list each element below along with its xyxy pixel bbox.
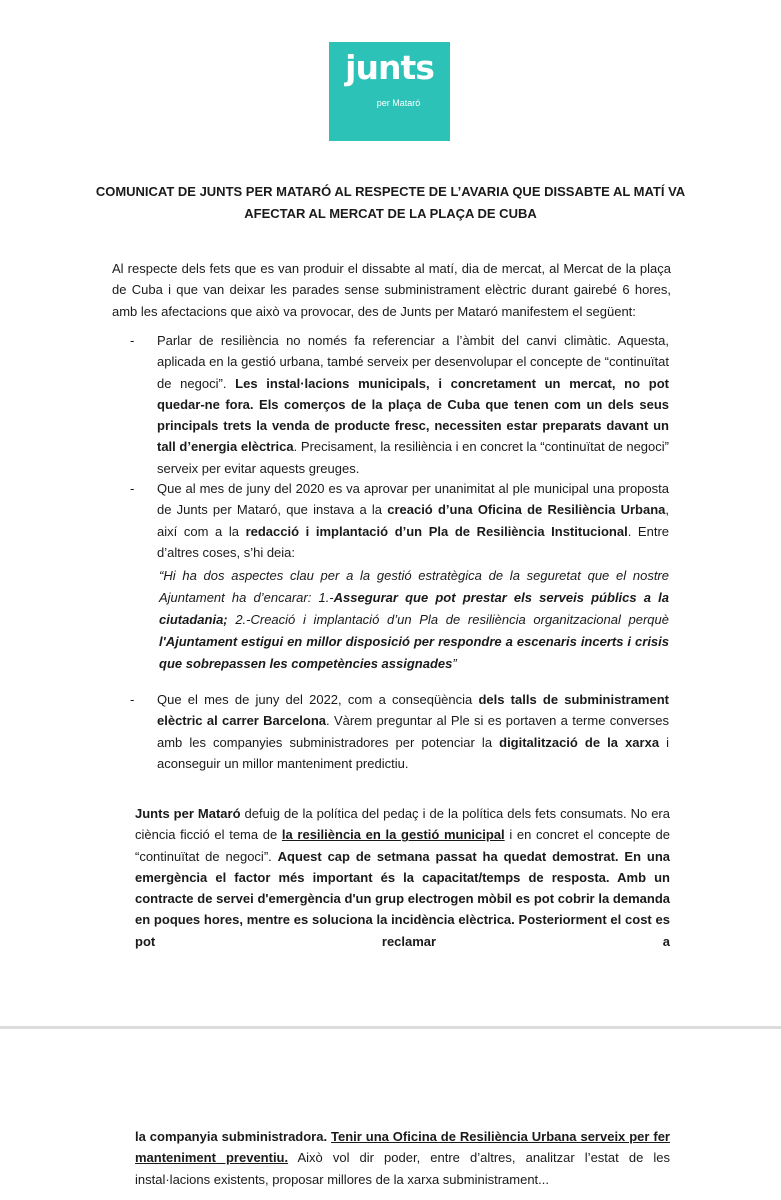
text: , així com a la <box>157 502 669 539</box>
title-line-1: COMUNICAT DE JUNTS PER MATARÓ AL RESPECTE DE L’AVARIA QUE DISSABTE AL MATÍ VA <box>95 184 686 199</box>
logo-subtitle: per Mataró <box>376 98 421 108</box>
text: i aconseguir un millor manteniment predictiu. <box>157 734 670 771</box>
bold-text: Assegurar que pot prestar els serveis públics a la ciutadania; <box>159 590 669 627</box>
bold-text: digitalització de la xarxa <box>499 734 660 750</box>
bold-text: Les instal·lacions municipals, i concretament un mercat, no pot quedar-ne fora. Els comerços de la plaça de Cuba que tenen com un dels seus principals trets la venda de producte fresc, necessiten estar preparats davant un tall d’energia elèctrica <box>157 375 669 455</box>
text: Que al mes de juny del 2020 es va aprovar per unanimitat al ple municipal una proposta de Junts per Mataró, que instava a la <box>157 481 669 518</box>
bold-text: Aquest cap de setmana passat ha quedat demostrat. En una emergència el factor més important és la capacitat/temps de resposta. Amb un contracte de servei d'emergència d'un grup electrogen mòbil es pot cobrir la demanda en poques hores, mentre es soluciona la incidència elèctrica. Posteriorment el cost es pot reclamar a <box>135 848 671 949</box>
text: . Precisament, la resiliència i en concret la “continuïtat de negoci” serveix per evitar aquests greuges. <box>157 439 669 476</box>
bullet-marker-1: - <box>130 333 135 348</box>
text: ” <box>452 656 457 671</box>
bullet-marker-3: - <box>130 692 135 707</box>
quote-paragraph <box>159 565 669 675</box>
bold-text: la companyia subministradora. <box>135 1129 328 1144</box>
underline: la resiliència en la gestió municipal <box>281 827 505 843</box>
page-break-divider <box>0 1026 781 1029</box>
junts-logo <box>329 42 450 141</box>
text: Que el mes de juny del 2022, com a conseqüència <box>157 692 479 707</box>
title-line-2: AFECTAR AL MERCAT DE LA PLAÇA DE CUBA <box>244 206 537 221</box>
bold-text: redacció i implantació d’un Pla de Resiliència Institucional <box>245 523 628 539</box>
bold-text: dels talls de subministrament elèctric al carrer Barcelona <box>157 692 669 729</box>
text: defuig de la política del pedaç i de la política dels fets consumats. No era ciència ficció el tema de <box>135 806 670 843</box>
continuation-paragraph <box>135 1126 670 1190</box>
text: . Entre d’altres coses, s’hi deia: <box>157 523 670 560</box>
document-title <box>80 181 701 225</box>
text: 2.-Creació i implantació d’un Pla de resiliència organitzacional perquè <box>227 612 669 627</box>
logo-wordmark: junts <box>345 48 434 87</box>
bold-text: Junts per Mataró <box>135 806 241 821</box>
bold-text: creació d’una Oficina de Resiliència Urbana <box>387 502 666 518</box>
underline: Tenir una Oficina de Resiliència Urbana serveix per fer manteniment preventiu. <box>135 1129 670 1166</box>
closing-paragraph <box>135 803 670 973</box>
text: Parlar de resiliència no només fa referenciar a l’àmbit del canvi climàtic. Aquesta, aplicada en la gestió urbana, també serveix per desenvolupar el concepte de “continuïtat de negoci”. <box>157 333 669 391</box>
text: “Hi ha dos aspectes clau per a la gestió estratègica de la seguretat que el nostre Ajuntament ha d’encarar: 1.- <box>159 568 669 605</box>
text: i en concret el concepte de “continuïtat de negoci”. <box>135 827 670 864</box>
bullet-paragraph-3 <box>157 689 669 774</box>
bullet-paragraph-1 <box>157 330 669 479</box>
text: Això vol dir poder, entre d’altres, analitzar l’estat de les instal·lacions existents, proposar millores de la xarxa subministrament... <box>135 1150 670 1187</box>
bullet-paragraph-2 <box>157 478 669 563</box>
bullet-marker-2: - <box>130 481 135 496</box>
text: . Vàrem preguntar al Ple si es portaven a terme converses amb les companyies subministradores per potenciar la <box>157 713 669 750</box>
bold-text: l'Ajuntament estigui en millor disposició per respondre a escenaris incerts i crisis que sobrepassen les competències assignades <box>159 634 669 671</box>
intro-paragraph: Al respecte dels fets que es van produir el dissabte al matí, dia de mercat, al Mercat de la plaça de Cuba i que van deixar les parades sense subministrament elèctric durant gairebé 6 hores, amb les afectacions que això va provocar, des de Junts per Mataró manifestem el següent: <box>112 261 671 319</box>
underlined-bold-text <box>282 827 505 842</box>
